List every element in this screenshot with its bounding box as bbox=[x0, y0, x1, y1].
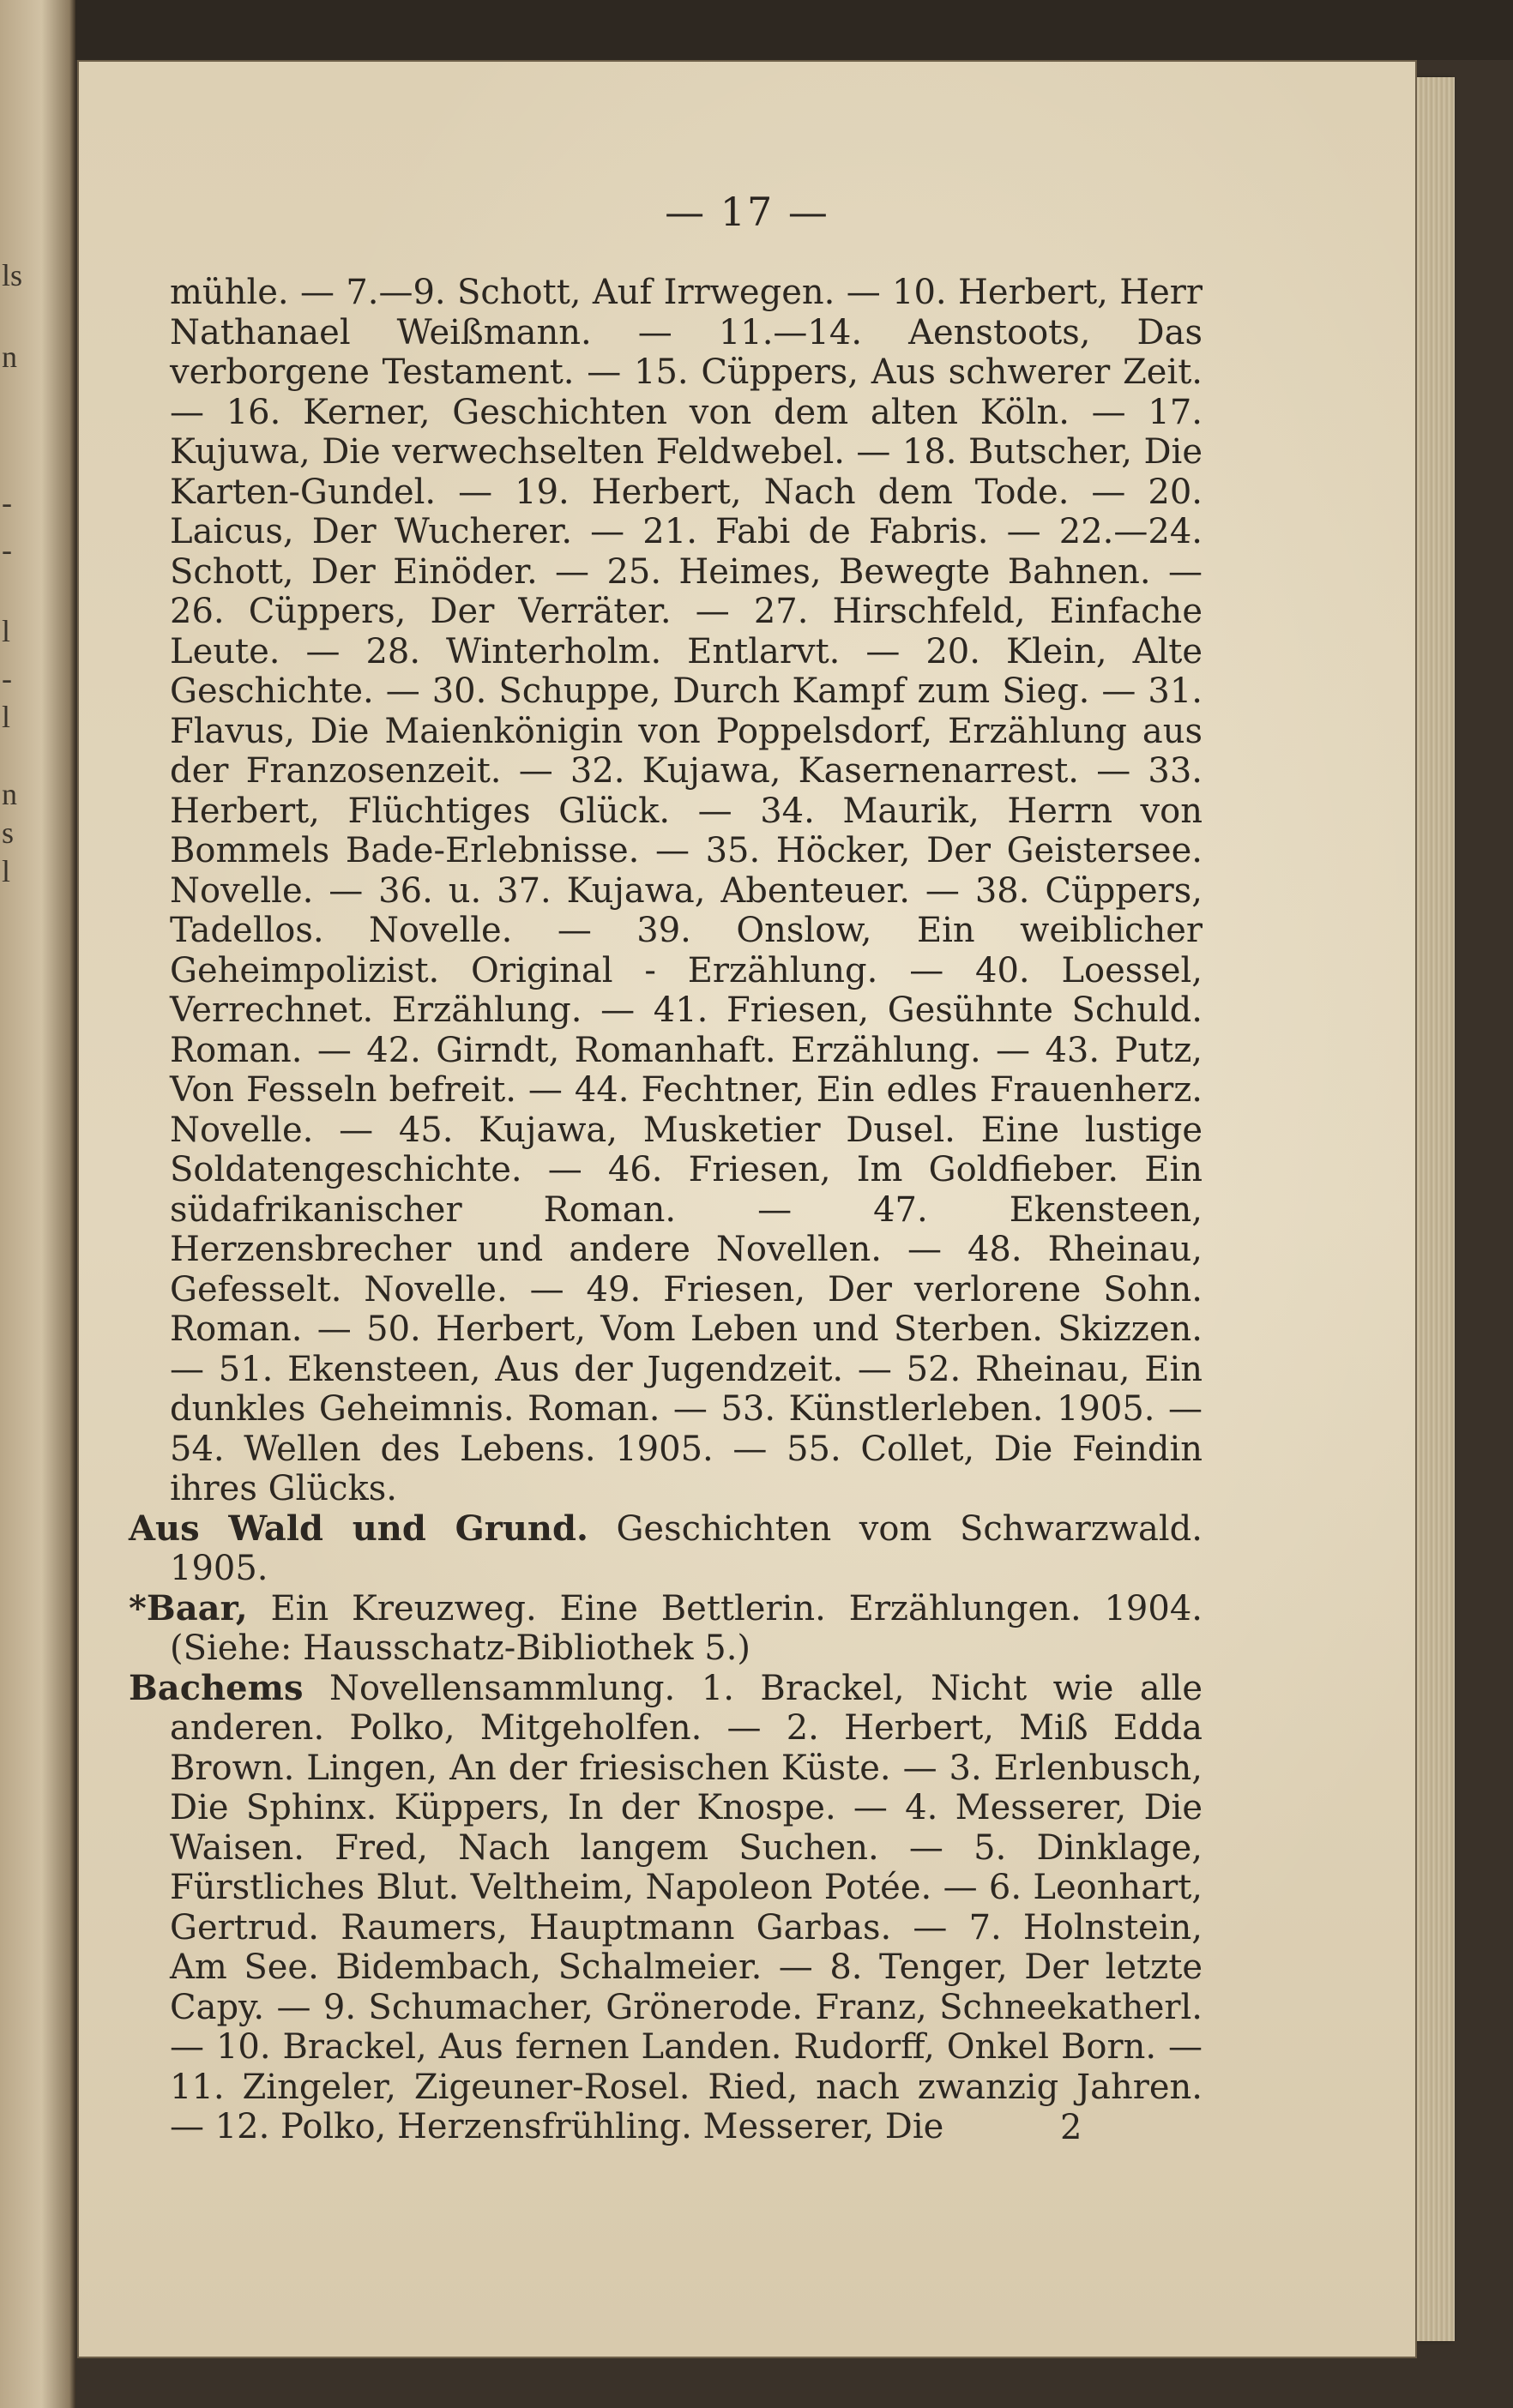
margin-fragment: n bbox=[2, 340, 17, 374]
left-page-edge bbox=[0, 0, 75, 2408]
catalog-entry bbox=[129, 1589, 1203, 1669]
entry-heading: Bachems bbox=[129, 1667, 304, 1708]
catalog-entry bbox=[129, 1509, 1203, 1589]
entry-heading: Aus Wald und Grund. bbox=[129, 1508, 588, 1549]
margin-fragment: n bbox=[2, 777, 17, 811]
entry-text: Ein Kreuzweg. Eine Bettlerin. Erzählungen. 1904. (Siehe: Hausschatz-Bibliothek 5.) bbox=[170, 1588, 1203, 1668]
continuation-paragraph: mühle. — 7.—9. Schott, Auf Irrwegen. — 10. Herbert, Herr Nathanael Weißmann. — 11.—14. Aenstoots, Das verborgene Testament. — 15. Cüppers, Aus schwerer Zeit. — 16. Kerner, Geschichten von dem alten Köln. — 17. Kujuwa, Die verwechselten Feldwebel. — 18. Butscher, Die Karten-Gundel. — 19. Herbert, Nach dem Tode. — 20. Laicus, Der Wucherer. — 21. Fabi de Fabris. — 22.—24. Schott, Der Einöder. — 25. Heimes, Bewegte Bahnen. — 26. Cüppers, Der Verräter. — 27. Hirschfeld, Einfache Leute. — 28. Winterholm. Entlarvt. — 20. Klein, Alte Geschichte. — 30. Schuppe, Durch Kampf zum Sieg. — 31. Flavus, Die Maienkönigin von Poppelsdorf, Erzählung aus der Franzosenzeit. — 32. Kujawa, Kasernenarrest. — 33. Herbert, Flüchtiges Glück. — 34. Maurik, Herrn von Bommels Bade-Erlebnisse. — 35. Höcker, Der Geistersee. Novelle. — 36. u. 37. Kujawa, Abenteuer. — 38. Cüppers, Tadellos. Novelle. — 39. Onslow, Ein weiblicher Geheimpolizist. Original - Erzählung. — 40. Loessel, Verrechnet. Erzählung. — 41. Friesen, Gesühnte Schuld. Roman. — 42. Girndt, Romanhaft. Erzählung. — 43. Putz, Von Fesseln befreit. — 44. Fechtner, Ein edles Frauenherz. Novelle. — 45. Kujawa, Musketier Dusel. Eine lustige Soldatengeschichte. — 46. Friesen, Im Goldfieber. Ein südafrikanischer Roman. — 47. Ekensteen, Herzensbrecher und andere Novellen. — 48. Rheinau, Gefesselt. Novelle. — 49. Friesen, Der verlorene Sohn. Roman. — 50. Herbert, Vom Leben und Sterben. Skizzen. — 51. Ekensteen, Aus der Jugendzeit. — 52. Rheinau, Ein dunkles Geheimnis. Roman. — 53. Künstlerleben. 1905. — 54. Wellen des Lebens. 1905. — 55. Collet, Die Feindin ihres Glücks. bbox=[170, 273, 1203, 1508]
catalog-entry bbox=[129, 1669, 1203, 2147]
margin-fragment: - bbox=[2, 533, 12, 567]
margin-fragment: s bbox=[2, 816, 15, 850]
margin-fragment: l bbox=[2, 614, 11, 648]
page-number: — 17 — bbox=[665, 189, 829, 235]
entry-heading: *Baar, bbox=[129, 1587, 248, 1628]
catalog-text bbox=[129, 273, 1203, 2147]
signature-mark: 2 bbox=[1060, 2108, 1082, 2147]
margin-fragment: ls bbox=[2, 258, 23, 292]
margin-fragment: l bbox=[2, 700, 11, 734]
top-shadow-band bbox=[75, 0, 1513, 60]
margin-fragment: l bbox=[2, 854, 11, 888]
margin-fragment: - bbox=[2, 661, 12, 695]
margin-fragment: - bbox=[2, 485, 12, 520]
entry-text: Geschichten vom Schwarzwald. 1905. bbox=[170, 1508, 1203, 1588]
entry-text: Novellensammlung. 1. Brackel, Nicht wie alle anderen. Polko, Mitgeholfen. — 2. Herbert, Miß Edda Brown. Lingen, An der friesischen Küste. — 3. Erlenbusch, Die Sphinx. Küppers, In der Knospe. — 4. Messerer, Die Waisen. Fred, Nach langem Suchen. — 5. Dinklage, Fürstliches Blut. Veltheim, Napoleon Potée. — 6. Leonhart, Gertrud. Raumers, Hauptmann Garbas. — 7. Holnstein, Am See. Bidembach, Schalmeier. — 8. Tenger, Der letzte Capy. — 9. Schumacher, Grönerode. Franz, Schneekatherl. — 10. Brackel, Aus fernen Landen. Rudorff, Onkel Born. — 11. Zingeler, Zigeuner-Rosel. Ried, nach zwanzig Jahren. — 12. Polko, Herzensfrühling. Messerer, Die bbox=[170, 1668, 1203, 2146]
